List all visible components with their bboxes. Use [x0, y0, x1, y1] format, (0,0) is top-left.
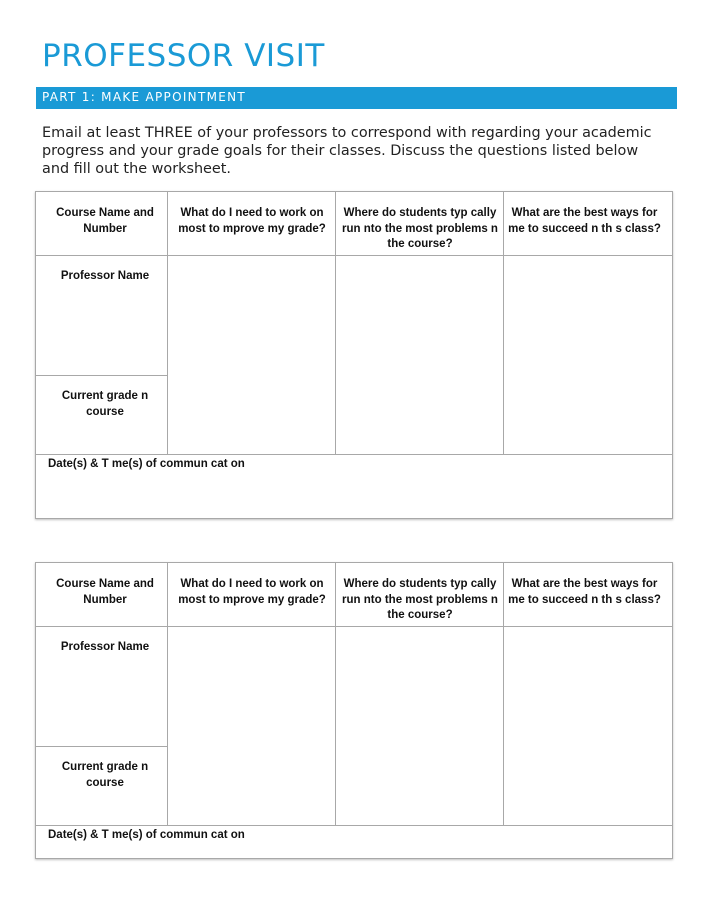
date-time-label: Date(s) & T me(s) of commun cat on: [48, 829, 245, 841]
current-grade-label: Current grade n course: [61, 761, 149, 789]
header-course-name: Course Name and Number: [56, 578, 154, 606]
header-course-name: Course Name and Number: [56, 207, 154, 235]
instructions-text: Email at least THREE of your professors to correspond with regarding your academic progress and your grade goals for their classes. Discuss the questions listed below and fill out the worksheet.: [42, 125, 652, 177]
header-succeed: What are the best ways for me to succeed n th s class?: [508, 207, 661, 235]
header-problems: Where do students typ cally run nto the most problems n the course?: [342, 578, 498, 621]
header-work-on: What do I need to work on most to mprove my grade?: [178, 578, 326, 606]
page-title: PROFESSOR VISIT: [42, 38, 325, 74]
header-work-on: What do I need to work on most to mprove my grade?: [178, 207, 326, 235]
header-succeed: What are the best ways for me to succeed n th s class?: [508, 578, 661, 606]
professor-name-label: Professor Name: [60, 641, 150, 653]
current-grade-label: Current grade n course: [61, 390, 149, 418]
professor-name-label: Professor Name: [60, 270, 150, 282]
header-problems: Where do students typ cally run nto the most problems n the course?: [342, 207, 498, 250]
section-header-bar: [36, 87, 677, 109]
date-time-label: Date(s) & T me(s) of commun cat on: [48, 458, 245, 470]
worksheet-table-1: [35, 191, 673, 519]
section-header-label: PART 1: MAKE APPOINTMENT: [42, 90, 247, 104]
worksheet-table-2: [35, 562, 673, 859]
